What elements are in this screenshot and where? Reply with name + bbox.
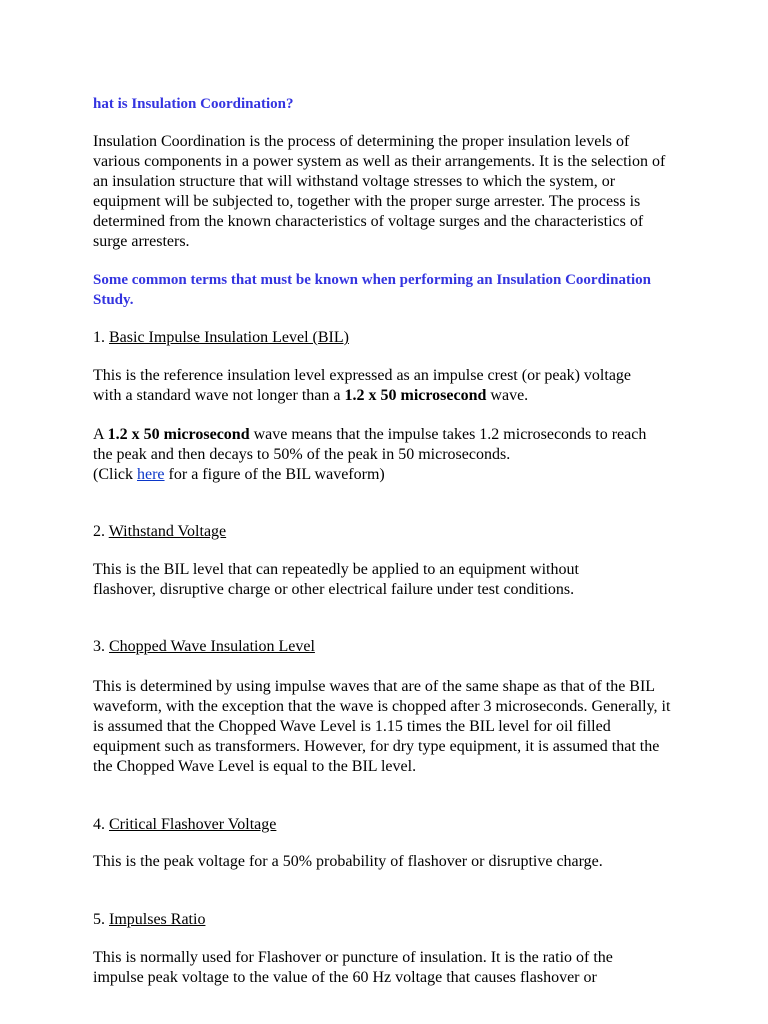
document-title: hat is Insulation Coordination?: [93, 96, 294, 112]
intro-paragraph: Insulation Coordination is the process of determining the proper insulation levels of various components in a power system as well as their arrangements. It is the selection of an insulation structure that will withstand voltage stresses to which the system, or equipment will be subjected to, together with the proper surge arrester. The process is determined from the known characteristics of voltage surges and the characteristics of surge arresters.: [93, 133, 666, 250]
withstand-term: Withstand Voltage: [108, 523, 227, 540]
bil-definition: [93, 366, 653, 406]
bil-def-post: wave.: [486, 387, 529, 404]
chopped-term: Chopped Wave Insulation Level: [109, 638, 315, 655]
flashover-term: Critical Flashover Voltage: [109, 816, 277, 833]
flashover-number: 4.: [93, 816, 105, 833]
withstand-definition: This is the BIL level that can repeatedly be applied to an equipment without flashover, disruptive charge or other electrical failure under test conditions.: [93, 561, 579, 598]
wave-post: wave means that the impulse takes 1.2 microseconds to reach the peak and then decays to 50% of the peak in 50 microseconds.: [93, 426, 647, 463]
bil-waveform-link[interactable]: here: [137, 466, 165, 483]
click-pre: (Click: [93, 466, 137, 483]
bil-term-line: [93, 328, 349, 348]
click-post: for a figure of the BIL waveform): [164, 466, 385, 483]
bil-def-bold: 1.2 x 50 microsecond: [344, 387, 487, 404]
impulses-term-line: [93, 910, 205, 930]
bil-def-pre: This is the reference insulation level expressed as an impulse crest (or peak) voltage with a standard wave not longer than a: [93, 367, 632, 404]
chopped-number: 3.: [93, 638, 105, 655]
bil-term: Basic Impulse Insulation Level (BIL): [109, 329, 349, 346]
flashover-term-line: [93, 815, 276, 835]
bil-number: 1.: [93, 329, 105, 346]
terms-heading: Some common terms that must be known when performing an Insulation Coordination Study.: [93, 272, 651, 308]
impulses-term: Impulses Ratio: [109, 911, 206, 928]
impulses-definition: This is normally used for Flashover or puncture of insulation. It is the ratio of the impulse peak voltage to the value of the 60 Hz voltage that causes flashover or: [93, 949, 613, 986]
flashover-definition: This is the peak voltage for a 50% probability of flashover or disruptive charge.: [93, 853, 603, 870]
chopped-term-line: [93, 637, 315, 657]
chopped-definition: This is determined by using impulse waves that are of the same shape as that of the BIL waveform, with the exception that the wave is chopped after 3 microseconds. Generally, it is assumed that the Chopped Wave Level is 1.15 times the BIL level for oil filled equipment such as transformers. However, for dry type equipment, it is assumed that the the Chopped Wave Level is equal to the BIL level.: [93, 678, 671, 775]
withstand-term-line: [93, 522, 226, 542]
impulses-number: 5.: [93, 911, 105, 928]
wave-bold: 1.2 x 50 microsecond: [107, 426, 250, 443]
bil-wave-explanation: [93, 425, 668, 485]
withstand-number: 2.: [93, 523, 105, 540]
wave-pre: A: [93, 426, 108, 443]
